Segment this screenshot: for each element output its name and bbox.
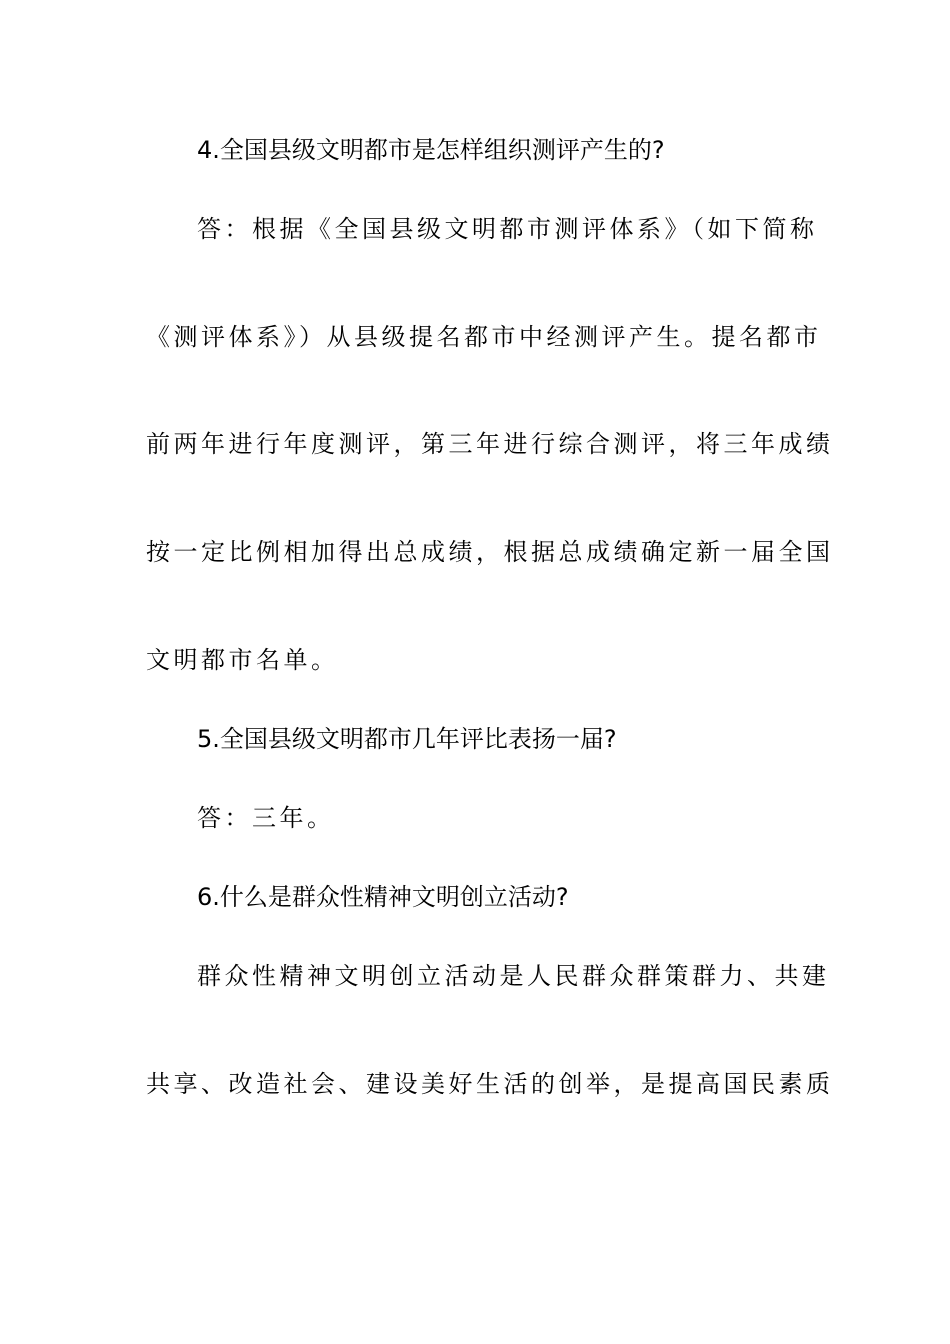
answer-5-line-1: 答：三年。 xyxy=(197,804,335,832)
answer-4-line-4: 按一定比例相加得出总成绩，根据总成绩确定新一届全国 xyxy=(146,538,834,566)
question-4-heading: 4.全国县级文明都市是怎样组织测评产生的? xyxy=(197,136,665,164)
answer-6-line-2: 共享、改造社会、建设美好生活的创举，是提高国民素质 xyxy=(146,1070,834,1098)
answer-4-line-2: 《测评体系》）从县级提名都市中经测评产生。提名都市 xyxy=(146,323,822,351)
answer-4-line-3: 前两年进行年度测评，第三年进行综合测评，将三年成绩 xyxy=(146,430,834,458)
question-6-heading: 6.什么是群众性精神文明创立活动? xyxy=(197,883,569,911)
answer-4-line-5: 文明都市名单。 xyxy=(146,646,339,674)
question-5-heading: 5.全国县级文明都市几年评比表扬一届? xyxy=(197,725,617,753)
answer-6-line-1: 群众性精神文明创立活动是人民群众群策群力、共建 xyxy=(197,962,830,990)
answer-4-line-1: 答：根据《全国县级文明都市测评体系》（如下简称 xyxy=(197,215,818,243)
